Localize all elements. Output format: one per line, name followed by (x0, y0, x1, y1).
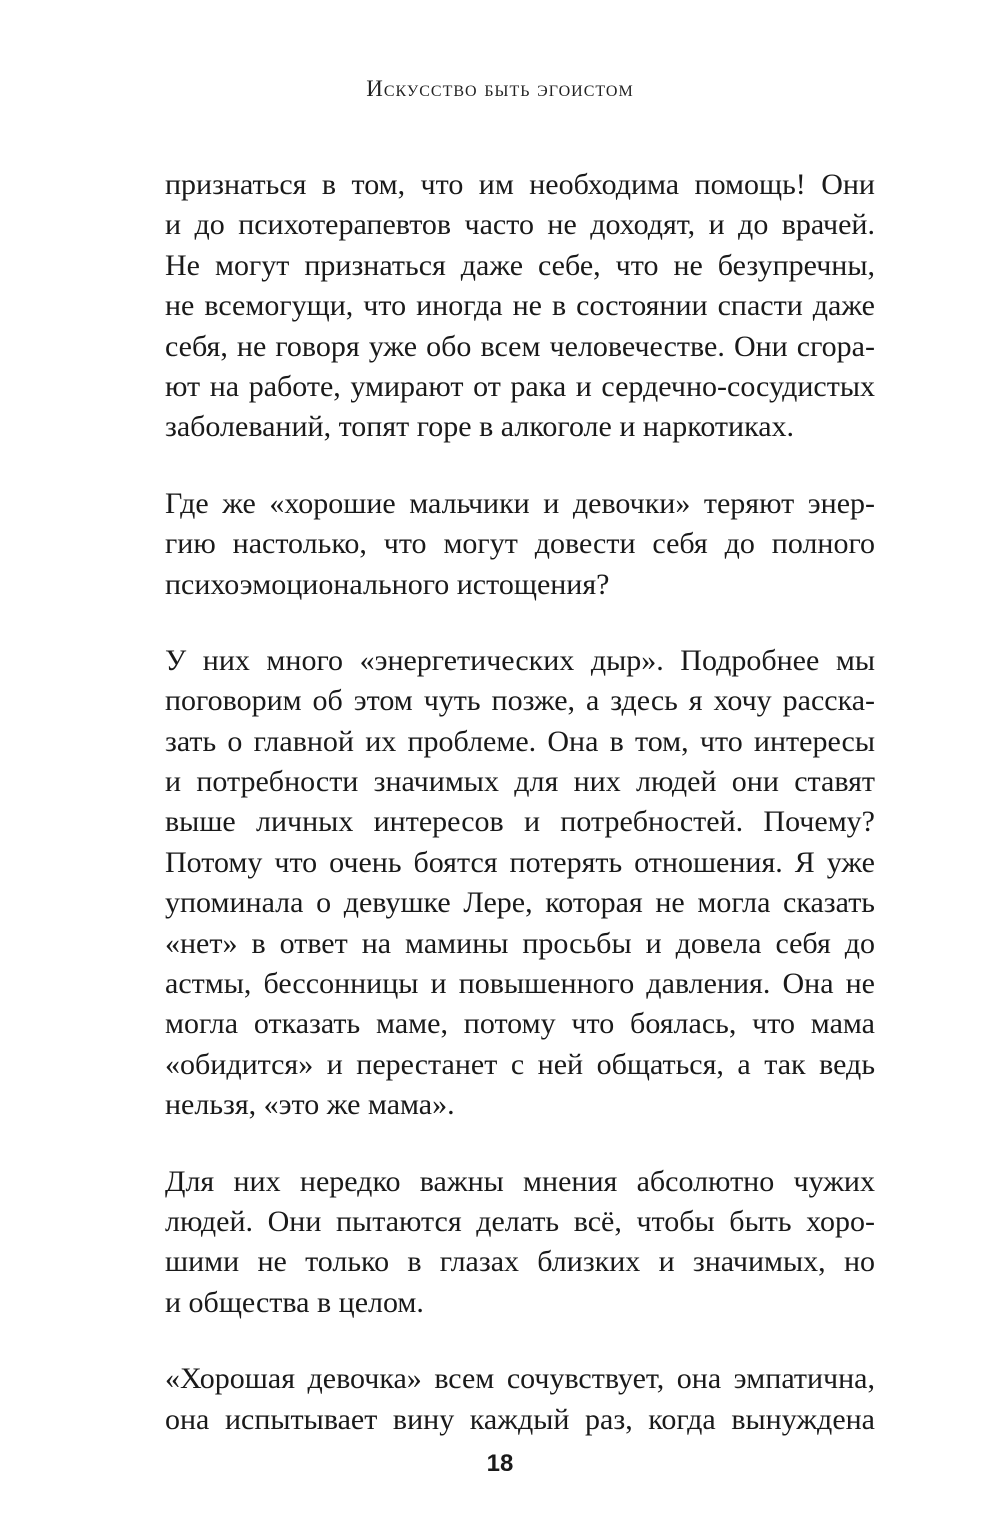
text-line: Где же «хорошие мальчики и девочки» теряют энер- (165, 486, 875, 520)
text-line: упоминала о девушке Лере, которая не могла сказать (165, 886, 875, 920)
text-line: могла отказать маме, потому что боялась, что мама (165, 1007, 875, 1041)
text-line: «Хорошая девочка» всем сочувствует, она эмпатична, (165, 1362, 875, 1396)
paragraph (165, 1162, 875, 1324)
text-line: астмы, бессонницы и повышенного давления. Она не (165, 967, 875, 1001)
text-line: нельзя, «это же мама». (165, 1088, 455, 1122)
paragraph (165, 641, 875, 1126)
text-line: У них много «энергетических дыр». Подробнее мы (165, 643, 875, 677)
running-head: Искусство быть эгоистом (366, 76, 634, 101)
text-line: людей. Они пытаются делать всё, чтобы быть хоро- (165, 1204, 875, 1238)
text-line: и потребности значимых для них людей они ставят (165, 765, 875, 799)
paragraph (165, 165, 875, 448)
text-line: Для них нередко важны мнения абсолютно чужих (165, 1164, 875, 1198)
paragraph (165, 484, 875, 605)
text-line: ют на работе, умирают от рака и сердечно-сосудистых (165, 369, 875, 403)
text-line: она испытывает вину каждый раз, когда вынуждена (165, 1402, 875, 1436)
body-text (165, 165, 875, 1476)
text-line: признаться в том, что им необходима помощь! Они (165, 168, 875, 201)
page-number: 18 (486, 1450, 514, 1477)
text-line: себя, не говоря уже обо всем человечестве. Они сгора- (165, 329, 875, 363)
text-line: гию настолько, что могут довести себя до полного (165, 527, 875, 561)
text-line: психоэмоционального истощения? (165, 567, 610, 601)
paragraph (165, 1359, 875, 1440)
text-line: «обидится» и перестанет с ней общаться, а так ведь (165, 1047, 875, 1081)
text-line: «нет» в ответ на мамины просьбы и довела себя до (165, 926, 875, 960)
text-line: заболеваний, топят горе в алкоголе и наркотиках. (165, 410, 795, 444)
text-line: зать о главной их проблеме. Она в том, что интересы (165, 724, 875, 758)
text-line: выше личных интересов и потребностей. Почему? (165, 805, 875, 839)
text-line: Потому что очень боятся потерять отношения. Я уже (165, 845, 875, 879)
text-line: поговорим об этом чуть позже, а здесь я хочу расска- (165, 684, 875, 718)
text-line: не всемогущи, что иногда не в состоянии спасти даже (165, 289, 875, 323)
text-line: шими не только в глазах близких и значимых, но (165, 1245, 875, 1279)
text-line: и до психотерапевтов часто не доходят, и до врачей. (165, 208, 875, 242)
text-line: и общества в целом. (165, 1285, 424, 1319)
text-line: Не могут признаться даже себе, что не безупречны, (165, 248, 875, 282)
